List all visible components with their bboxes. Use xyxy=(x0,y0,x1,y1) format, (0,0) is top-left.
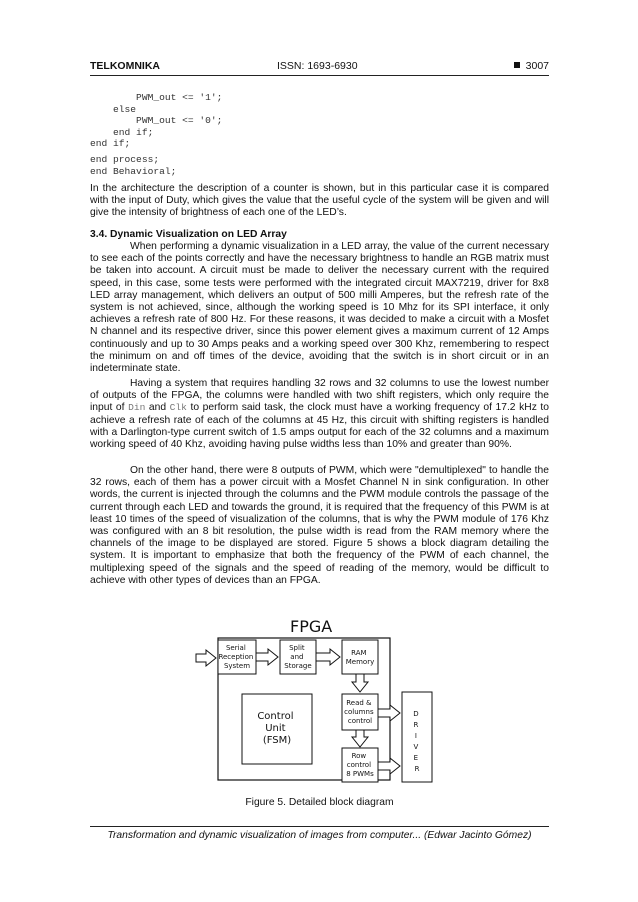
code-listing xyxy=(90,92,549,177)
paragraph-text: When performing a dynamic visualization in a LED array, the value of the current necessary to see each of the points correctly and have the necessary brightness to handle an RGB matrix must be taken into account. A circuit must be made to deliver the necessary current with the required speed, in this case, some tests were performed with the integrated circuit MAX7219, driver for 8x8 LED array management, which delivers an output of 500 milli Amperes, but the refresh rate of the system is not achieved, since, although the working speed is 10 Mhz for its SPI interface, it only achieves a refresh rate of 800 Hz. For these reasons, it was decided to make a circuit with a Mosfet N channel and its respective driver, since this power element gives a maximum current of 12 Amps continuously and up to 30 Amps peaks and a working speed over 300 Khz, remembering to respect the minimum on and off times of the device, avoiding that the switch is in short circuit or in an indeterminate state. xyxy=(90,241,549,375)
section-title: 3.4. Dynamic Visualization on LED Array xyxy=(90,229,287,240)
figure-caption: Figure 5. Detailed block diagram xyxy=(245,797,394,808)
arrow-read-to-row xyxy=(352,730,368,747)
inline-code-din: Din xyxy=(128,402,146,414)
paragraph-dynamic-visualization xyxy=(90,241,549,375)
row-control-label: Row control 8 PWMs xyxy=(346,752,374,778)
paragraph-pwm xyxy=(90,465,549,587)
serial-input-arrow xyxy=(196,650,216,666)
code-line: PWM_out <= '1'; xyxy=(90,92,223,103)
code-line: end process; xyxy=(90,153,160,165)
page-number: 3007 xyxy=(525,60,549,72)
read-columns-control-label: Read & columns control xyxy=(344,699,374,725)
running-header xyxy=(90,60,549,74)
page-number-group xyxy=(514,60,549,72)
split-storage-label: Split and Storage xyxy=(284,644,312,670)
paragraph-text: Having a system that requires handling 32 rows and 32 columns to use the lowest number of outputs of the FPGA, the columns were handled with two shift registers, which only require the input of Din and Clk to perform said task, the clock must have a working frequency of 17.2 kHz to achieve a refresh rate of each of the columns at 45 Hz, this circuit with shifting registers is handled with a Darlington-type current switch of 1.5 amps output for each of the 32 columns and a maximum working speed of 40 Khz, avoiding having pulse widths less than 10% and greater than 90%. xyxy=(90,378,550,451)
fpga-title: FPGA xyxy=(290,617,333,636)
code-line: else xyxy=(90,103,137,115)
paragraph-architecture xyxy=(90,183,549,220)
paragraph-text: On the other hand, there were 8 outputs of PWM, which were "demultiplexed" to handle the 32 rows, each of them has a power circuit with a Mosfet Channel N in sink configuration. In other words, the current is injected through the columns and the PWM module controls the passage of the current through each LED and towards the ground, it is required that the frequency of this PWM is at least 10 times of the speed of visualization of the columns, that is why the PWM module of 176 Khz was configured with an 8 bit resolution, the pulse width is read from the RAM memory where the channels of the image to be displayed are stored. Figure 5 shows a block diagram detailing the system. It is important to emphasize that both the frequency of the PWM of each channel, the multiplexing speed of the signals and the speed of reading of the memory, would be difficult to achieve with other types of devices than an FPGA. xyxy=(90,465,549,586)
arrow-split-to-ram xyxy=(316,649,340,665)
paragraph-shift-registers xyxy=(90,378,549,451)
code-line: PWM_out <= '0'; xyxy=(90,115,223,127)
paragraph-text: In the architecture the description of a counter is shown, but in this particular case it is compared with the input of Duty, which gives the value that the useful cycle of the system will be given and will give the intensity of brightness of each one of the LED’s. xyxy=(90,183,549,219)
block-diagram xyxy=(194,614,436,792)
driver-label: D R I V E R xyxy=(413,710,420,773)
inline-code-clk: Clk xyxy=(169,402,187,414)
arrow-row-to-driver xyxy=(378,758,400,774)
arrow-read-to-driver xyxy=(378,705,400,721)
arrow-ram-to-read xyxy=(352,674,368,692)
control-unit-label: Control Unit (FSM) xyxy=(257,711,294,746)
ram-memory-box xyxy=(342,640,378,674)
ram-memory-label: RAM Memory xyxy=(345,649,375,666)
serial-reception-label: Serial Reception System xyxy=(218,644,254,670)
header-rule xyxy=(90,75,549,76)
journal-name: TELKOMNIKA xyxy=(90,60,160,72)
code-line: end Behavioral; xyxy=(90,165,177,177)
footer-rule xyxy=(90,826,549,827)
issn: ISSN: 1693-6930 xyxy=(277,60,358,72)
running-footer: Transformation and dynamic visualization of images from computer... (Edwar Jacinto Gómez) xyxy=(107,830,532,841)
arrow-serial-to-split xyxy=(256,649,278,665)
code-line: end if; xyxy=(90,138,131,150)
square-bullet-icon xyxy=(514,62,520,68)
code-line: end if; xyxy=(90,126,154,138)
